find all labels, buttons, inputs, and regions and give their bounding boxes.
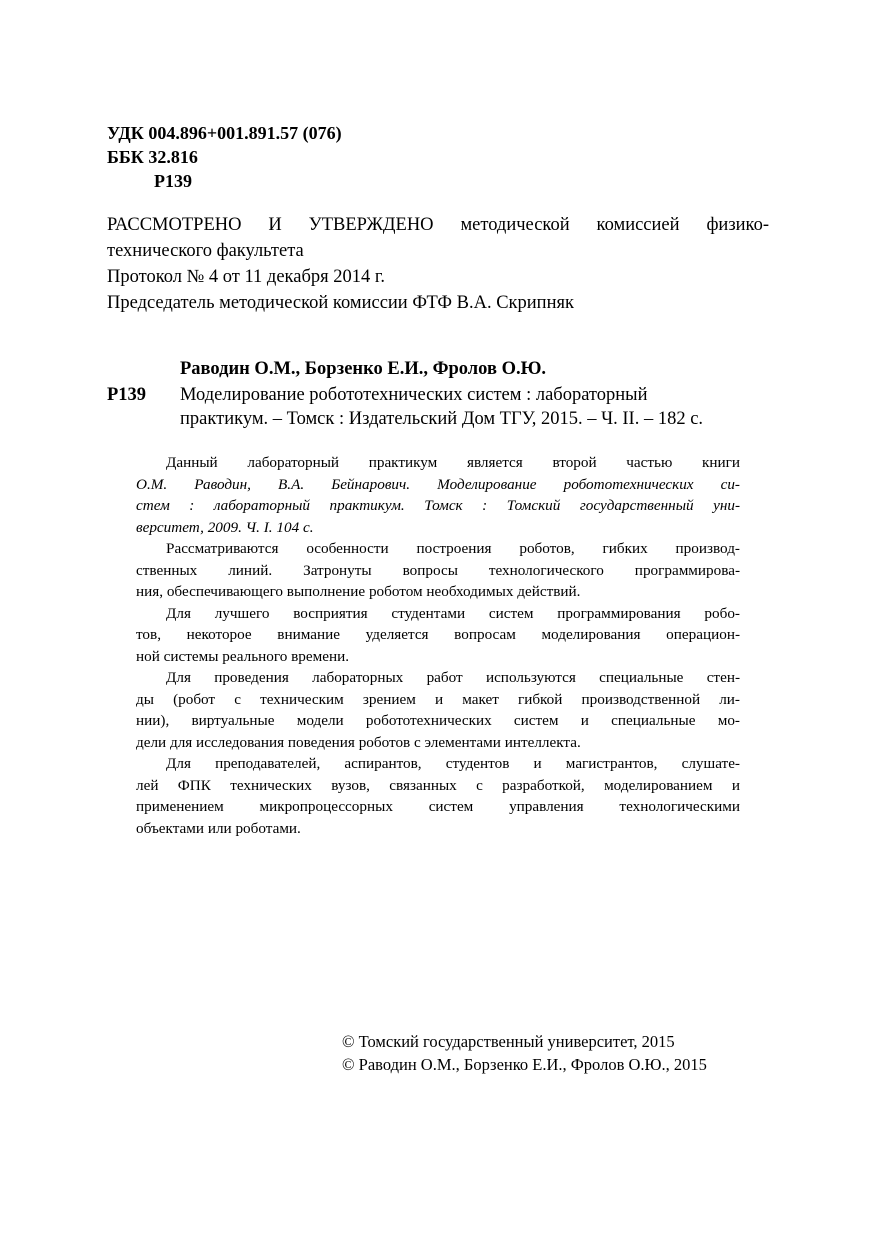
annotation-line: Для лучшего восприятия студентами систем программирования робо-: [166, 604, 740, 622]
udk-code: УДК 004.896+001.891.57 (076): [107, 123, 342, 143]
bib-title-line: практикум. – Томск : Издательский Дом ТГУ, 2015. – Ч. II. – 182 с.: [180, 409, 704, 429]
annotation: [136, 452, 740, 839]
annotation-italic: верситет, 2009. Ч. I. 104 с.: [136, 518, 314, 536]
bib-author-mark: Р139: [107, 385, 147, 405]
protocol-line: Протокол № 4 от 11 декабря 2014 г.: [107, 267, 386, 287]
approval-block: [107, 212, 769, 316]
copyright-authors: © Раводин О.М., Борзенко Е.И., Фролов О.Ю., 2015: [342, 1055, 707, 1074]
chairman-line: Председатель методической комиссии ФТФ В.А. Скрипняк: [107, 293, 574, 313]
annotation-line: Для преподавателей, аспирантов, студентов и магистрантов, слушате-: [166, 755, 740, 772]
bbk-code: ББК 32.816: [107, 147, 198, 167]
approval-line: РАССМОТРЕНО И УТВЕРЖДЕНО методической комиссией физико-: [107, 215, 769, 235]
annotation-line: Для проведения лабораторных работ используются специальные стен-: [166, 669, 740, 686]
annotation-line: ния, обеспечивающего выполнение роботом необходимых действий.: [136, 583, 581, 600]
annotation-line: объектами или роботами.: [136, 819, 301, 837]
annotation-line: дели для исследования поведения роботов с элементами интеллекта.: [136, 733, 581, 751]
annotation-line: [136, 474, 740, 496]
annotation-line: нии), виртуальные модели робототехнических систем и специальные мо-: [136, 712, 740, 729]
annotation-line: [136, 517, 740, 539]
annotation-line: Рассматриваются особенности построения роботов, гибких производ-: [166, 540, 740, 557]
annotation-line: Данный лабораторный практикум является второй частью книги: [166, 454, 740, 471]
bib-authors: Раводин О.М., Борзенко Е.И., Фролов О.Ю.: [180, 359, 547, 379]
annotation-italic: стем : лабораторный практикум. Томск : Томский государственный уни-: [136, 497, 740, 514]
annotation-line: тов, некоторое внимание уделяется вопросам моделирования операцион-: [136, 626, 740, 643]
annotation-line: применением микропроцессорных систем управления технологическими: [136, 798, 740, 815]
annotation-line: ственных линий. Затронуты вопросы технологического программирова-: [136, 561, 740, 579]
annotation-line: ды (робот с техническим зрением и макет гибкой производственной ли-: [136, 690, 740, 708]
annotation-line: лей ФПК технических вузов, связанных с разработкой, моделированием и: [136, 776, 740, 794]
annotation-line: [136, 495, 740, 517]
copyright-university: © Томский государственный университет, 2015: [342, 1032, 675, 1051]
author-mark: Р139: [154, 171, 192, 191]
bib-title-line: Моделирование робототехнических систем : лабораторный: [180, 385, 648, 405]
approval-line: технического факультета: [107, 241, 304, 261]
annotation-line: ной системы реального времени.: [136, 647, 350, 665]
annotation-italic: О.М. Раводин, В.А. Бейнарович. Моделирование робототехнических си-: [136, 475, 740, 493]
